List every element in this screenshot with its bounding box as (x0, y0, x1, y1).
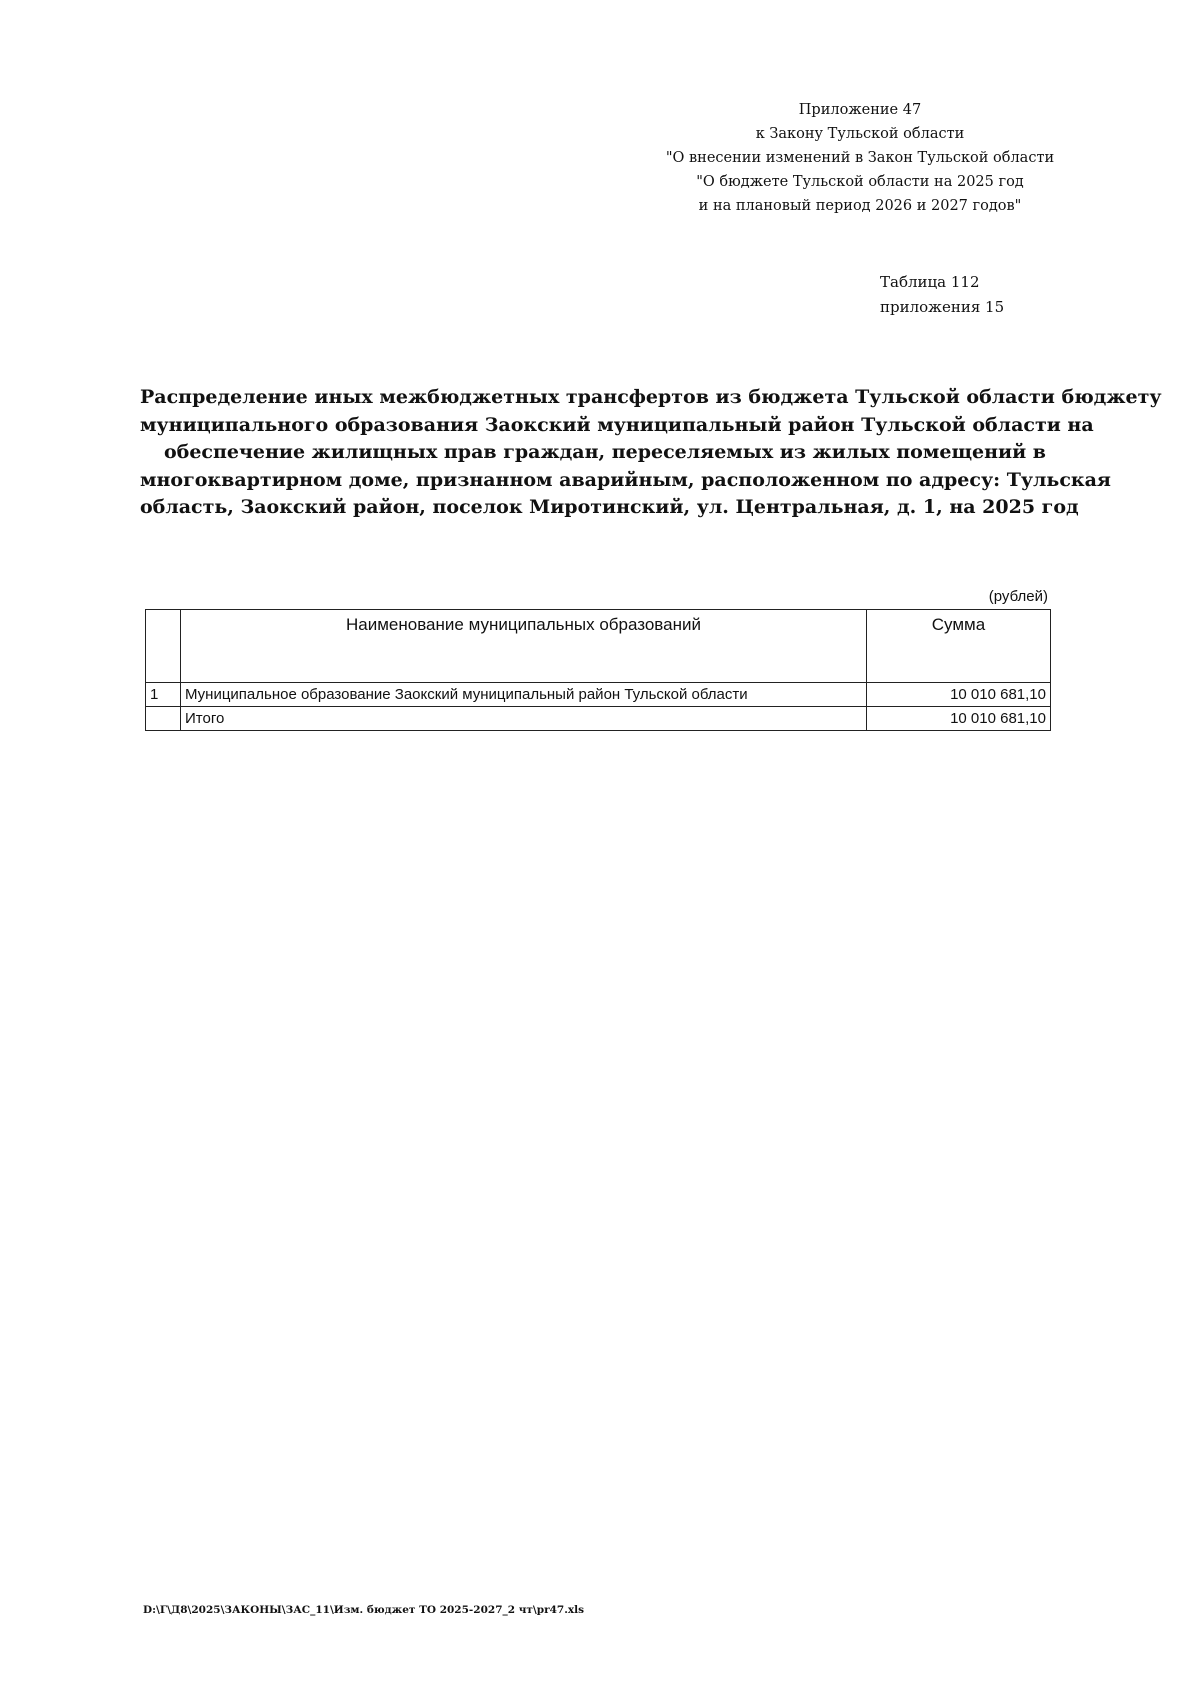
appendix-number: приложения 15 (880, 298, 1005, 316)
table-number: Таблица 112 (880, 273, 980, 291)
row-name: Муниципальное образование Заокский муниципальный район Тульской области (181, 683, 867, 707)
appendix-line: к Закону Тульской области (755, 126, 965, 142)
row-num: 1 (146, 683, 181, 707)
title-line: муниципального образования Заокский муниципальный район Тульской области на (140, 413, 1094, 436)
row-num (146, 707, 181, 731)
header-sum: Сумма (867, 610, 1051, 683)
file-path-footer: D:\Г\Д8\2025\ЗАКОНЫ\ЗАС_11\Изм. бюджет ТО 2025-2027_2 чт\pr47.xls (143, 1604, 585, 1616)
appendix-line: Приложение 47 (798, 102, 922, 118)
title-line: Распределение иных межбюджетных трансфертов из бюджета Тульской области бюджету (140, 386, 1162, 408)
appendix-line: "О бюджете Тульской области на 2025 год (696, 174, 1024, 190)
units-label: (рублей) (988, 588, 1048, 605)
appendix-header (660, 98, 1060, 218)
row-sum: 10 010 681,10 (867, 683, 1051, 707)
header-name: Наименование муниципальных образований (181, 610, 867, 683)
header-num (146, 610, 181, 683)
row-name: Итого (181, 707, 867, 731)
title-line: обеспечение жилищных прав граждан, переселяемых из жилых помещений в (163, 441, 1047, 463)
budget-table (145, 609, 1051, 731)
row-sum: 10 010 681,10 (867, 707, 1051, 731)
document-title (140, 384, 1162, 522)
table-header-row (146, 610, 1051, 683)
title-line: область, Заокский район, поселок Миротинский, ул. Центральная, д. 1, на 2025 год (140, 496, 1079, 518)
title-line: многоквартирном доме, признанном аварийным, расположенном по адресу: Тульская (140, 468, 1111, 491)
appendix-line: и на плановый период 2026 и 2027 годов" (698, 198, 1022, 214)
table-row (146, 683, 1051, 707)
table-reference (880, 270, 1040, 320)
table-total-row (146, 707, 1051, 731)
appendix-line: "О внесении изменений в Закон Тульской области (665, 150, 1055, 166)
